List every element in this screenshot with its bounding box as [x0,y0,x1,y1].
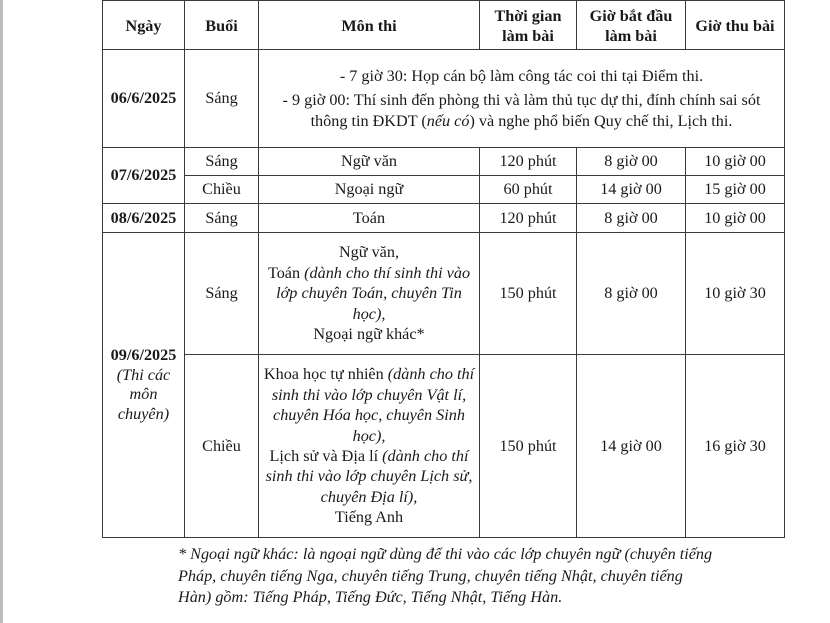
footnote-text: * Ngoại ngữ khác: là ngoại ngữ dùng để thi vào các lớp chuyên ngữ (chuyên tiếng Pháp, chuyên tiếng Nga, chuyên tiếng Trung, chuyên tiếng Nhật, chuyên tiếng Hàn) gồm: Tiếng Pháp, Tiếng Đức, Tiếng Nhật, Tiếng Hàn. [178,545,713,607]
subject-line: Tiếng Anh [334,508,404,527]
header-date: Ngày [103,1,185,50]
end-time-cell: 10 giờ 30 [686,233,785,355]
subject-cell: Ngoại ngữ [259,176,480,204]
subject-cell: Toán [259,204,480,233]
date-cell: 07/6/2025 [103,148,185,204]
procedure-item: - 7 giờ 30: Họp cán bộ làm công tác coi thi tại Điểm thi. [339,66,704,85]
header-duration: Thời gian làm bài [480,1,577,50]
date-cell [103,233,185,538]
procedure-item: - 9 giờ 00: Thí sinh đến phòng thi và làm thủ tục dự thi, đính chính sai sót thông tin ĐKDT (nếu có) và nghe phổ biến Quy chế thi, Lịch thi. [282,91,761,130]
duration-cell: 60 phút [480,176,577,204]
date-note: (Thi các môn chuyên) [116,365,171,424]
start-time-cell: 14 giờ 00 [577,176,686,204]
header-session: Buổi [185,1,259,50]
table-row [103,148,785,176]
subject-line: Lịch sử và Địa lí (dành cho thí sinh thi vào lớp chuyên Lịch sử, chuyên Địa lí), [265,447,473,506]
table-header-row [103,1,785,50]
start-time-cell: 8 giờ 00 [577,233,686,355]
table-row [103,176,785,204]
header-end-time: Giờ thu bài [686,1,785,50]
end-time-cell: 15 giờ 00 [686,176,785,204]
header-subject: Môn thi [259,1,480,50]
date-value: 09/6/2025 [110,346,177,365]
subject-cell [259,233,480,355]
subject-line: Ngoại ngữ khác* [313,325,425,344]
footnote [100,544,720,609]
subject-cell [259,355,480,538]
table-row [103,204,785,233]
date-cell: 06/6/2025 [103,50,185,148]
date-cell: 08/6/2025 [103,204,185,233]
duration-cell: 150 phút [480,355,577,538]
subject-line: Khoa học tự nhiên (dành cho thí sinh thi vào lớp chuyên Vật lí, chuyên Hóa học, chuyên Sinh học), [263,365,475,445]
end-time-cell: 16 giờ 30 [686,355,785,538]
start-time-cell: 8 giờ 00 [577,148,686,176]
session-cell: Chiều [185,176,259,204]
start-time-cell: 8 giờ 00 [577,204,686,233]
header-start-time: Giờ bắt đầu làm bài [577,1,686,50]
duration-cell: 150 phút [480,233,577,355]
procedure-cell [259,50,785,148]
table-row [103,355,785,538]
table-row [103,233,785,355]
exam-schedule-table [102,0,785,538]
subject-cell: Ngữ văn [259,148,480,176]
session-cell: Sáng [185,233,259,355]
session-cell: Sáng [185,204,259,233]
subject-line: Ngữ văn, [338,243,400,262]
session-cell: Sáng [185,148,259,176]
table-row [103,50,785,148]
duration-cell: 120 phút [480,204,577,233]
session-cell: Chiều [185,355,259,538]
page-edge [0,0,3,623]
session-cell: Sáng [185,50,259,148]
end-time-cell: 10 giờ 00 [686,148,785,176]
duration-cell: 120 phút [480,148,577,176]
subject-line: Toán (dành cho thí sinh thi vào lớp chuyên Toán, chuyên Tin học), [267,263,471,323]
end-time-cell: 10 giờ 00 [686,204,785,233]
start-time-cell: 14 giờ 00 [577,355,686,538]
